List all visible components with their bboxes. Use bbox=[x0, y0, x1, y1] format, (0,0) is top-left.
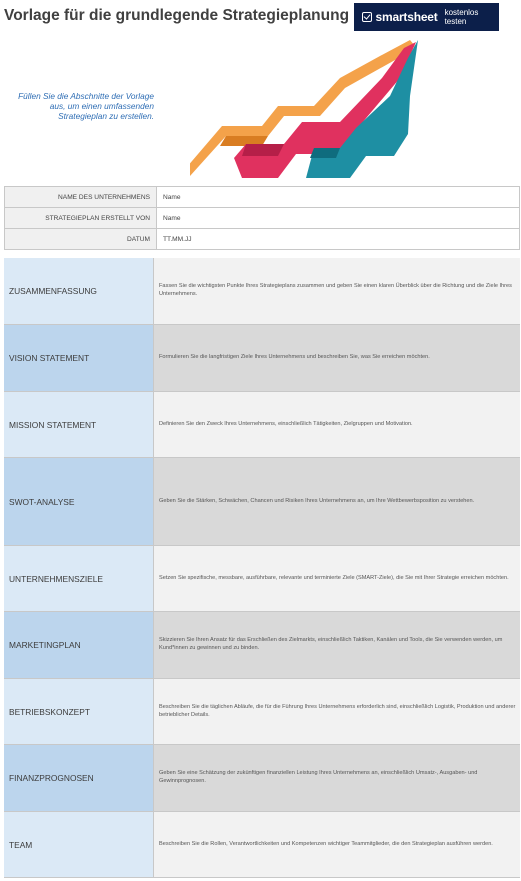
smartsheet-check-icon bbox=[362, 12, 372, 22]
section-goals bbox=[4, 546, 520, 612]
section-heading: ZUSAMMENFASSUNG bbox=[4, 258, 154, 324]
section-heading: MISSION STATEMENT bbox=[4, 392, 154, 457]
teal-stair-shadow bbox=[310, 148, 340, 158]
section-text-field[interactable]: Fassen Sie die wichtigsten Punkte Ihres Strategieplans zusammen und geben Sie einen klaren Überblick über die Richtung und die Ziele Ihres Unternehmens. bbox=[154, 258, 520, 324]
info-row-company bbox=[5, 187, 520, 208]
info-label: STRATEGIEPLAN ERSTELLT VON bbox=[5, 208, 157, 229]
section-text-field[interactable]: Geben Sie die Stärken, Schwächen, Chancen und Risiken Ihres Unternehmens an, um Ihre Wettbewerbsposition zu verstehen. bbox=[154, 458, 520, 545]
section-mission bbox=[4, 392, 520, 458]
section-heading: VISION STATEMENT bbox=[4, 325, 154, 391]
strategy-sections bbox=[4, 258, 520, 878]
section-text-field[interactable]: Geben Sie eine Schätzung der zukünftigen finanziellen Leistung Ihres Unternehmens an, einschließlich Umsatz-, Ausgaben- und Gewinnprognosen. bbox=[154, 745, 520, 811]
info-label: NAME DES UNTERNEHMENS bbox=[5, 187, 157, 208]
section-text-field[interactable]: Beschreiben Sie die Rollen, Verantwortlichkeiten und Kompetenzen wichtiger Teammitglieder, die den Strategieplan ausführen werden. bbox=[154, 812, 520, 877]
section-heading: UNTERNEHMENSZIELE bbox=[4, 546, 154, 611]
page-title: Vorlage für die grundlegende Strategieplanung bbox=[4, 7, 350, 24]
brand-cta: kostenlos testen bbox=[444, 8, 479, 26]
author-name-field[interactable]: Name bbox=[157, 208, 520, 229]
section-text-field[interactable]: Formulieren Sie die langfristigen Ziele Ihres Unternehmens und beschreiben Sie, was Sie erreichen möchten. bbox=[154, 325, 520, 391]
date-field[interactable]: TT.MM.JJ bbox=[157, 229, 520, 250]
section-finance bbox=[4, 745, 520, 812]
brand-name: smartsheet bbox=[375, 10, 438, 24]
section-text-field[interactable]: Definieren Sie den Zweck Ihres Unternehmens, einschließlich Tätigkeiten, Zielgruppen und Motivation. bbox=[154, 392, 520, 457]
section-team bbox=[4, 812, 520, 878]
section-text-field[interactable]: Setzen Sie spezifische, messbare, ausführbare, relevante und terminierte Ziele (SMART-Ziele), die Sie mit Ihrer Strategie erreichen möchten. bbox=[154, 546, 520, 611]
section-operations bbox=[4, 679, 520, 745]
section-text-field[interactable]: Skizzieren Sie Ihren Ansatz für das Erschließen des Zielmarkts, einschließlich Taktiken, Kanälen und Tools, die Sie verwenden werden, um Kund*innen zu gewinnen und zu binden. bbox=[154, 612, 520, 678]
section-heading: TEAM bbox=[4, 812, 154, 877]
section-heading: MARKETINGPLAN bbox=[4, 612, 154, 678]
info-row-date bbox=[5, 229, 520, 250]
section-heading: SWOT-ANALYSE bbox=[4, 458, 154, 545]
company-info-table bbox=[4, 186, 520, 250]
section-summary bbox=[4, 258, 520, 325]
section-vision bbox=[4, 325, 520, 392]
section-marketing bbox=[4, 612, 520, 679]
section-swot bbox=[4, 458, 520, 546]
info-row-author bbox=[5, 208, 520, 229]
info-label: DATUM bbox=[5, 229, 157, 250]
staircase-arrow-graphic bbox=[190, 38, 430, 180]
smartsheet-logo-button[interactable] bbox=[354, 3, 499, 31]
company-name-field[interactable]: Name bbox=[157, 187, 520, 208]
section-text-field[interactable]: Beschreiben Sie die täglichen Abläufe, die für die Führung Ihres Unternehmens erforderlich sind, einschließlich Logistik, Produktion und anderer betrieblicher Details. bbox=[154, 679, 520, 744]
section-heading: FINANZPROGNOSEN bbox=[4, 745, 154, 811]
crimson-stair-shadow bbox=[242, 144, 284, 156]
section-heading: BETRIEBSKONZEPT bbox=[4, 679, 154, 744]
intro-text: Füllen Sie die Abschnitte der Vorlage aus, um einen umfassenden Strategieplan zu erstellen. bbox=[18, 91, 154, 121]
